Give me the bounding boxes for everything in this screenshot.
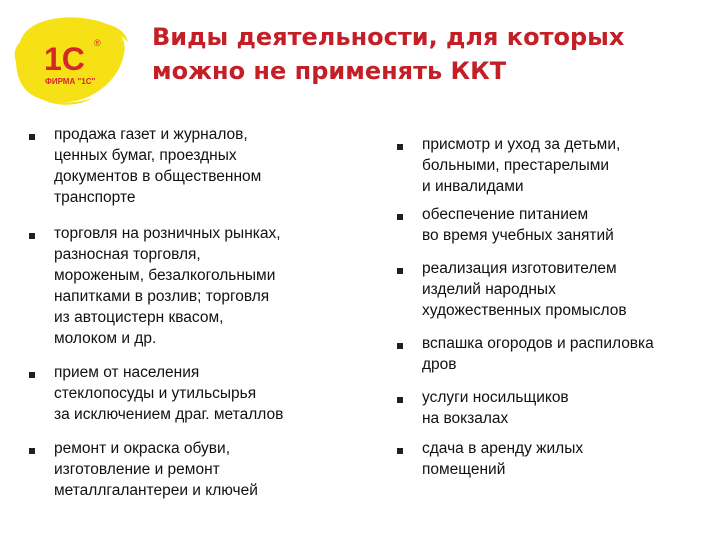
- square-bullet-icon: [397, 214, 403, 220]
- square-bullet-icon: [397, 144, 403, 150]
- list-item: прием от населения стеклопосуды и утильсырья за исключением драг. металлов: [54, 364, 284, 423]
- logo-registered-mark: ®: [94, 38, 101, 48]
- list-item: торговля на розничных рынках, разносная торговля, мороженым, безалкогольными напитками в розлив; торговля из автоцистерн квасом, молоком и др.: [54, 225, 281, 347]
- square-bullet-icon: [29, 372, 35, 378]
- square-bullet-icon: [29, 134, 35, 140]
- list-item: ремонт и окраска обуви, изготовление и ремонт металлгалантереи и ключей: [54, 440, 258, 499]
- logo-1c-icon: [10, 12, 130, 107]
- title-text: Виды деятельности, для которых можно не применять ККТ: [152, 23, 625, 85]
- company-logo: [10, 12, 130, 107]
- page-title: [152, 20, 712, 88]
- logo-caption: ФИРМА "1С": [45, 77, 96, 86]
- square-bullet-icon: [29, 448, 35, 454]
- list-item: продажа газет и журналов, ценных бумаг, проездных документов в общественном транспорте: [54, 126, 262, 206]
- list-item: сдача в аренду жилых помещений: [422, 440, 584, 478]
- list-item: услуги носильщиков на вокзалах: [422, 389, 569, 427]
- square-bullet-icon: [29, 233, 35, 239]
- square-bullet-icon: [397, 397, 403, 403]
- square-bullet-icon: [397, 448, 403, 454]
- square-bullet-icon: [397, 343, 403, 349]
- square-bullet-icon: [397, 268, 403, 274]
- list-item: присмотр и уход за детьми, больными, престарелыми и инвалидами: [422, 136, 621, 195]
- list-item: обеспечение питанием во время учебных занятий: [422, 206, 614, 244]
- list-item: вспашка огородов и распиловка дров: [422, 335, 654, 373]
- logo-mark-text: 1С: [44, 41, 85, 77]
- list-item: реализация изготовителем изделий народных художественных промыслов: [422, 260, 627, 319]
